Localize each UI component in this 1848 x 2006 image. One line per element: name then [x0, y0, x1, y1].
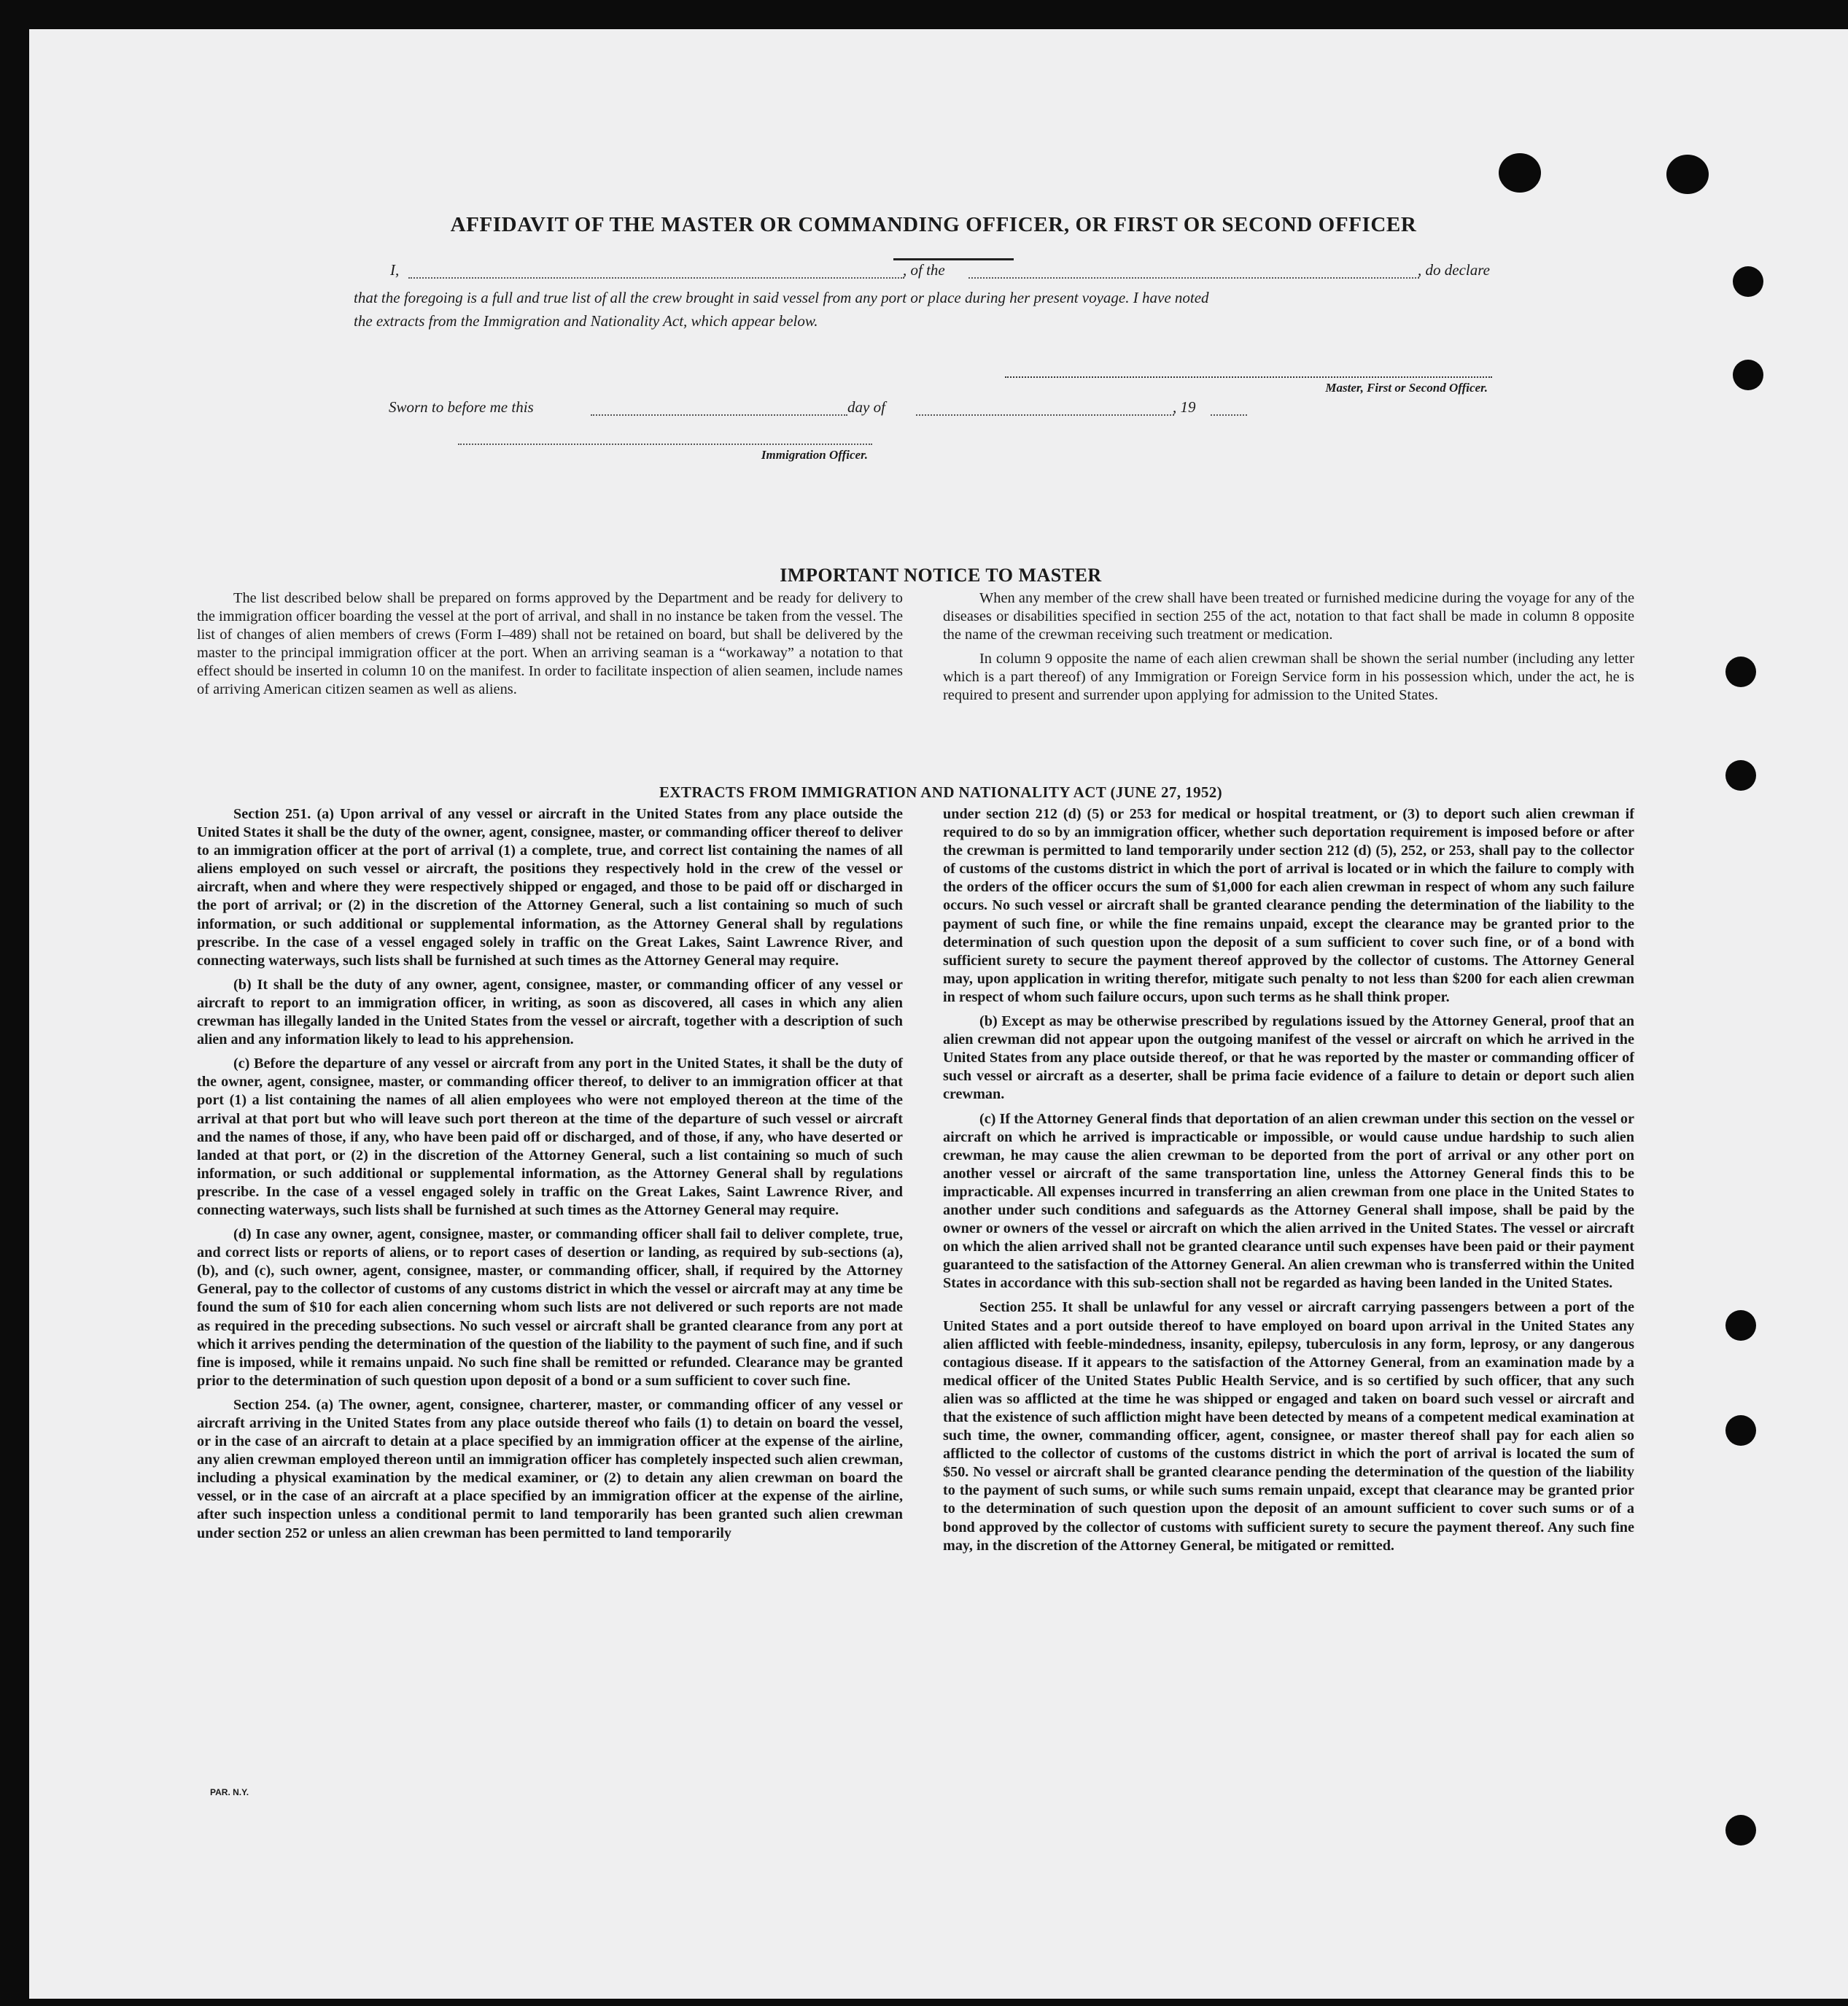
do-declare-label: , do declare: [1418, 261, 1490, 279]
master-signature-caption: Master, First or Second Officer.: [1325, 381, 1488, 395]
notice-left-paragraph: The list described below shall be prepared on forms approved by the Department and be ready for delivery to the immigration officer boarding the vessel at the port of arrival, and shall in no instance be taken from the vessel. The list of changes of alien members of crews (Form I–489) shall not be retained on board, but shall be delivered by the master to the principal immigration officer at the port. When an arriving seaman is a “workaway” a notation to that effect should be inserted in column 10 on the manifest. In order to facilitate inspection of alien seamen, include names of arriving American citizen seamen as well as aliens.: [197, 590, 903, 697]
section-254-a-continued: under section 212 (d) (5) or 253 for medical or hospital treatment, or (3) to deport such alien crewman if required to do so by an immigration officer, whether such deportation requirement is imposed before or after the crewman is permitted to land temporarily under section 212 (d) (5), 252, or 253, shall pay to the collector of customs of the customs district in which the port of arrival is located or in which the failure to comply with the orders of the officer occurs the sum of $1,000 for each alien crewman in respect of whom any such failure occurs. No such vessel or aircraft shall be granted clearance pending the determination of the liability to the payment of such fine, or while the fine remains unpaid, except the clearance may be granted prior to the determination of such question upon the deposit of a sum sufficient to cover such fine, or of a bond with sufficient surety to secure the payment thereof approved by the collector of customs. The Attorney General may, upon application in writing therefor, mitigate such penalty to not less than $200 for each alien crewman in respect of whom such failure occurs, upon such terms as he shall think proper.: [943, 806, 1634, 1005]
day-of-label: day of: [847, 398, 885, 416]
vessel-name-field[interactable]: [968, 277, 1419, 279]
notice-title: IMPORTANT NOTICE TO MASTER: [780, 565, 1102, 586]
notice-right-paragraph-2: In column 9 opposite the name of each alien crewman shall be shown the serial number (including any letter which is a part thereof) of any Immigration or Foreign Service form in his possession which, under the act, he is required to present and surrender upon applying for admission to the United States.: [943, 651, 1634, 703]
extracts-title: EXTRACTS FROM IMMIGRATION AND NATIONALITY ACT (JUNE 27, 1952): [659, 783, 1223, 801]
affidavit-line-2: that the foregoing is a full and true list of all the crew brought in said vessel from any port or place during her present voyage. I have noted: [354, 289, 1209, 306]
sworn-label: Sworn to before me this: [389, 398, 534, 416]
sworn-day-field[interactable]: [591, 414, 847, 416]
immigration-officer-caption: Immigration Officer.: [761, 448, 868, 462]
of-the-label: , of the: [903, 261, 945, 279]
punch-hole-icon: [1725, 1815, 1756, 1846]
punch-hole-icon: [1725, 760, 1756, 791]
extracts-right-column: [943, 805, 1634, 1555]
section-251-b: (b) It shall be the duty of any owner, agent, consignee, master, or commanding officer of any vessel or aircraft to report to an immigration officer, in writing, as soon as discovered, all cases in which any alien crewman has illegally landed in the United States from the vessel or aircraft, together with a description of such alien and any information likely to lead to his apprehension.: [197, 976, 903, 1048]
master-name-field[interactable]: [408, 277, 904, 279]
section-251-a: Section 251. (a) Upon arrival of any vessel or aircraft in the United States from any place outside the United States it shall be the duty of the owner, agent, consignee, master, or commanding officer thereof to deliver to an immigration officer at the port of arrival (1) a complete, true, and correct list containing the names of all aliens employed on such vessel or aircraft, the positions they respectively hold in the crew of the vessel or aircraft, when and where they were respectively shipped or engaged, and those to be paid off or discharged in the port of arrival; or (2) in the discretion of the Attorney General, such a list containing so much of such information, or such additional or supplemental information, as the Attorney General shall by regulations prescribe. In the case of a vessel engaged solely in traffic on the Great Lakes, Saint Lawrence River, and connecting waterways, such lists shall be furnished at such times as the Attorney General may require.: [197, 806, 903, 969]
punch-hole-icon: [1499, 153, 1541, 193]
punch-hole-icon: [1666, 155, 1709, 194]
title-divider: [893, 258, 1014, 260]
printer-mark: PAR. N.Y.: [210, 1787, 249, 1797]
year-label: , 19: [1173, 398, 1196, 416]
punch-hole-icon: [1733, 266, 1763, 297]
year-field[interactable]: [1211, 414, 1247, 416]
notice-right-column: [943, 589, 1634, 705]
document-page: [29, 29, 1848, 1999]
punch-hole-icon: [1733, 360, 1763, 390]
section-251-d: (d) In case any owner, agent, consignee, master, or commanding officer shall fail to deliver complete, true, and correct lists or reports of aliens, or to report cases of desertion or landing, as required by sub-sections (a), (b), and (c), such owner, agent, consignee, master, or commanding officer, shall, if required by the Attorney General, pay to the collector of customs of any customs district in which the vessel or aircraft may at any time be found the sum of $10 for each alien concerning whom such lists are not delivered or such reports are not made as required in the preceding subsections. No such vessel or aircraft shall be granted clearance from any port at which it arrives pending the determination of the question of the liability to the payment of such fine, and if such fine is imposed, while it remains unpaid. No such fine shall be remitted or refunded. Clearance may be granted prior to the determination of such question upon deposit of a bond or a sum sufficient to cover such fine.: [197, 1226, 903, 1389]
affidavit-i-label: I,: [390, 261, 400, 279]
notice-right-paragraph-1: When any member of the crew shall have been treated or furnished medicine during the voyage for any of the diseases or disabilities specified in section 255 of the act, notation to that fact shall be made in column 8 opposite the name of the crewman receiving such treatment or medication.: [943, 590, 1634, 643]
sworn-month-field[interactable]: [916, 414, 1174, 416]
punch-hole-icon: [1725, 1310, 1756, 1341]
immigration-officer-signature-line[interactable]: [458, 444, 872, 445]
master-signature-line[interactable]: [1005, 376, 1492, 378]
affidavit-title: AFFIDAVIT OF THE MASTER OR COMMANDING OFFICER, OR FIRST OR SECOND OFFICER: [450, 213, 1417, 236]
section-254-c: (c) If the Attorney General finds that deportation of an alien crewman under this section on the vessel or aircraft on which he arrived is impracticable or impossible, or would cause undue hardship to such alien crewman, he may cause the alien crewman to be deported from the port of arrival or any other port on another vessel or aircraft of the same transportation line, unless the Attorney General finds this to be impracticable. All expenses incurred in transferring an alien crewman from one place in the United States to another under such conditions and safeguards as the Attorney General shall impose, shall be paid by the owner or owners of the vessel or aircraft on which the alien arrived in the United States. The vessel or aircraft on which the alien arrived shall not be granted clearance until such expenses have been paid or their payment guaranteed to the satisfaction of the Attorney General. An alien crewman who is transferred within the United States in accordance with this sub-section shall not be regarded as having been landed in the United States.: [943, 1110, 1634, 1292]
section-255: Section 255. It shall be unlawful for any vessel or aircraft carrying passengers between a port of the United States and a port outside thereof to have employed on board upon arrival in the United States any alien afflicted with feeble-mindedness, insanity, epilepsy, tuberculosis in any form, leprosy, or any dangerous contagious disease. If it appears to the satisfaction of the Attorney General, from an examination made by a medical officer of the United States Public Health Service, and is so certified by such officer, that any such alien was so afflicted at the time he was shipped or engaged and taken on board such vessel or aircraft and that the existence of such affliction might have been detected by means of a competent medical examination at such time, the owner, commanding officer, agent, consignee, or master thereof shall pay for each alien so afflicted to the collector of customs of the customs district in which the port of arrival is located the sum of $50. No vessel or aircraft shall be granted clearance pending the determination of the question of the liability to the payment of such sums, or while such sums remain unpaid, except that clearance may be granted prior to the determination of such question upon the deposit of an amount sufficient to cover such sums or of a bond approved by the collector of customs with sufficient surety to secure the payment thereof. Any such fine may, in the discretion of the Attorney General, be mitigated or remitted.: [943, 1299, 1634, 1554]
extracts-left-column: [197, 805, 903, 1543]
punch-hole-icon: [1725, 657, 1756, 687]
affidavit-line-3: the extracts from the Immigration and Nationality Act, which appear below.: [354, 312, 818, 330]
section-254-b: (b) Except as may be otherwise prescribed by regulations issued by the Attorney General, proof that an alien crewman did not appear upon the outgoing manifest of the vessel or aircraft on which he arrived in the United States from any place outside thereof, or that he was reported by the master or commanding officer of such vessel or aircraft as a deserter, shall be prima facie evidence of a failure to detain or deport such alien crewman.: [943, 1013, 1634, 1103]
section-254-a: Section 254. (a) The owner, agent, consignee, charterer, master, or commanding officer of any vessel or aircraft arriving in the United States from any place outside thereof who fails (1) to detain on board the vessel, or in the case of an aircraft to detain at a place specified by an immigration officer at the expense of the airline, any alien crewman employed thereon until an immigration officer has completely inspected such alien crewman, including a physical examination by the medical examiner, or (2) to detain any alien crewman on board the vessel, or in the case of an aircraft at a place specified by an immigration officer at the expense of the airline, after such inspection unless a conditional permit to land temporarily has been granted such alien crewman under section 252 or unless an alien crewman has been permitted to land temporarily: [197, 1396, 903, 1541]
punch-hole-icon: [1725, 1415, 1756, 1446]
section-251-c: (c) Before the departure of any vessel or aircraft from any port in the United States, it shall be the duty of the owner, agent, consignee, master, or commanding officer thereof, to deliver to an immigration officer at that port (1) a list containing the names of all alien employees who were not employed thereon at the time of the arrival at that port but who will leave such port thereon at the time of the departure of such vessel or aircraft and the names of those, if any, who have been paid off or discharged, and of those, if any, who have deserted or landed at that port, or (2) in the discretion of the Attorney General, such a list containing so much of such information, or such additional or supplemental information, as the Attorney General shall by regulations prescribe. In the case of a vessel engaged solely in traffic on the Great Lakes, Saint Lawrence River, and connecting waterways, such lists shall be furnished at such times as the Attorney General may require.: [197, 1056, 903, 1218]
notice-left-column: [197, 589, 903, 699]
